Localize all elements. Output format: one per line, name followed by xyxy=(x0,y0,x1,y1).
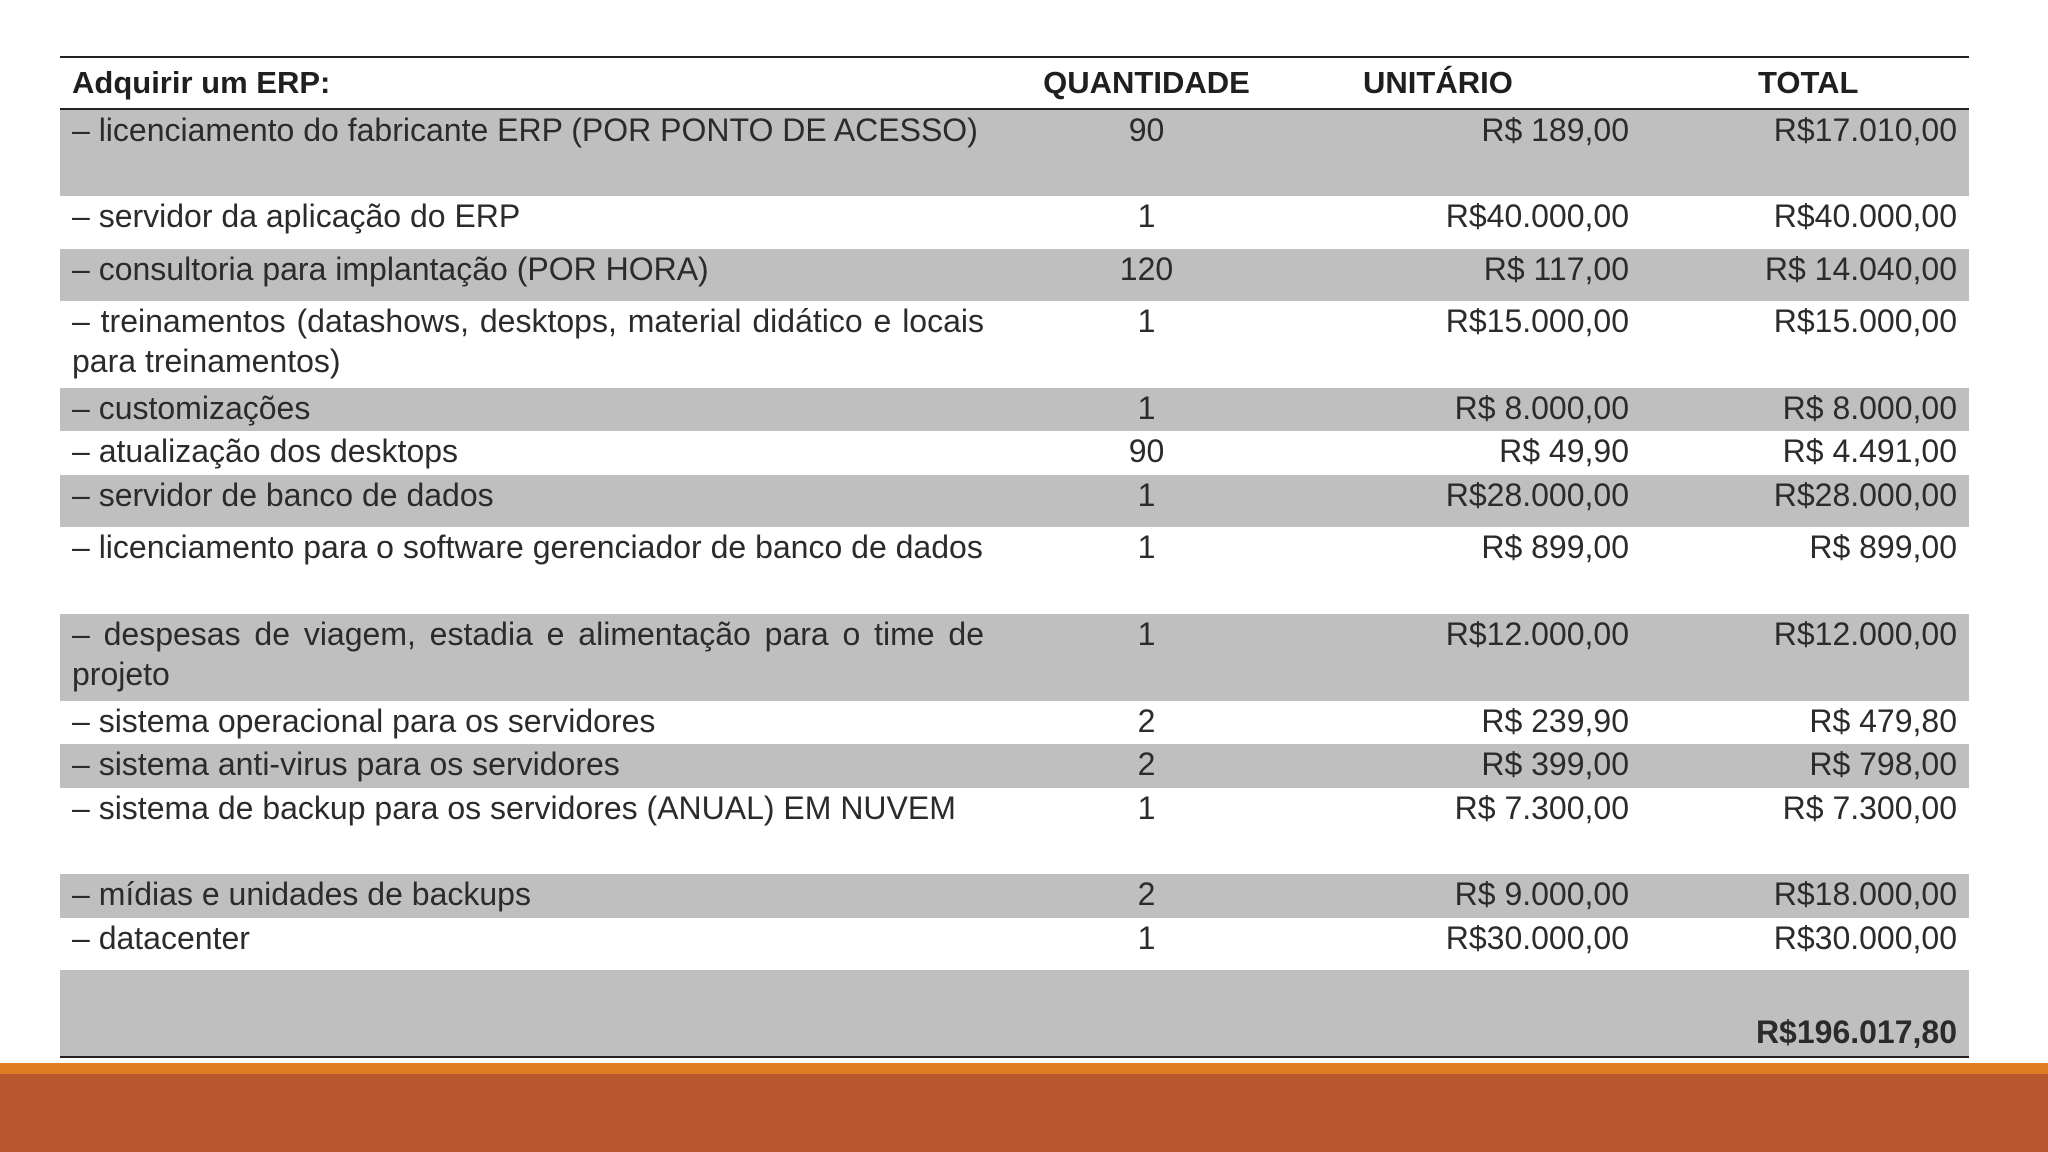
table-row xyxy=(60,744,1969,788)
row-description: – atualização dos desktops xyxy=(72,433,459,469)
row-quantity: 2 xyxy=(996,874,1297,918)
row-description: – consultoria para implantação (POR HORA) xyxy=(60,249,996,301)
table-row xyxy=(60,249,1969,301)
row-unit-price: R$28.000,00 xyxy=(1297,475,1641,527)
row-total: R$ 14.040,00 xyxy=(1641,249,1969,301)
row-total: R$ 7.300,00 xyxy=(1782,790,1957,826)
row-total: R$ 899,00 xyxy=(1809,529,1957,565)
table-row xyxy=(60,475,1969,527)
row-unit-price: R$ 9.000,00 xyxy=(1297,874,1641,918)
table-row xyxy=(60,388,1969,431)
row-total: R$15.000,00 xyxy=(1773,303,1957,339)
header-description: Adquirir um ERP: xyxy=(60,57,996,109)
row-total: R$18.000,00 xyxy=(1641,874,1969,918)
row-description: – sistema de backup para os servidores (ANUAL) EM NUVEM xyxy=(72,790,956,826)
erp-cost-table xyxy=(60,56,1969,1058)
row-unit-price: R$40.000,00 xyxy=(1445,198,1629,234)
row-description: – sistema operacional para os servidores xyxy=(72,703,656,739)
row-quantity: 1 xyxy=(1137,529,1156,565)
total-empty-cell xyxy=(996,970,1297,1057)
row-unit-price: R$ 189,00 xyxy=(1297,109,1641,196)
row-unit-price: R$ 239,90 xyxy=(1481,703,1629,739)
grand-total-row xyxy=(60,970,1969,1057)
row-unit-price: R$30.000,00 xyxy=(1445,920,1629,956)
row-quantity: 2 xyxy=(1137,703,1156,739)
grand-total-value: R$196.017,80 xyxy=(1641,970,1969,1057)
table-row xyxy=(60,918,1969,970)
table-body xyxy=(60,109,1969,1057)
row-description: – sistema anti-virus para os servidores xyxy=(60,744,996,788)
row-quantity: 1 xyxy=(996,388,1297,431)
row-total: R$28.000,00 xyxy=(1641,475,1969,527)
table-row xyxy=(60,527,1969,614)
row-total: R$12.000,00 xyxy=(1641,614,1969,701)
total-empty-cell xyxy=(1297,970,1641,1057)
row-unit-price: R$12.000,00 xyxy=(1297,614,1641,701)
row-description: – licenciamento para o software gerenciador de banco de dados xyxy=(72,529,983,565)
row-total: R$ 8.000,00 xyxy=(1641,388,1969,431)
row-quantity: 90 xyxy=(996,109,1297,196)
row-quantity: 1 xyxy=(996,614,1297,701)
row-quantity: 1 xyxy=(1137,920,1156,956)
row-quantity: 1 xyxy=(1137,790,1156,826)
table-row xyxy=(60,431,1969,475)
row-total: R$40.000,00 xyxy=(1773,198,1957,234)
table-row xyxy=(60,301,1969,388)
table-row xyxy=(60,874,1969,918)
header-quantity: QUANTIDADE xyxy=(996,57,1297,109)
total-empty-cell xyxy=(60,970,996,1057)
row-quantity: 1 xyxy=(1137,303,1156,339)
table-row xyxy=(60,701,1969,744)
header-total: TOTAL xyxy=(1641,57,1969,109)
row-unit-price: R$15.000,00 xyxy=(1445,303,1629,339)
header-row xyxy=(60,57,1969,109)
row-description: – servidor da aplicação do ERP xyxy=(72,198,521,234)
table-row xyxy=(60,788,1969,874)
row-total: R$17.010,00 xyxy=(1641,109,1969,196)
row-description: – licenciamento do fabricante ERP (POR PONTO DE ACESSO) xyxy=(60,109,996,196)
row-unit-price: R$ 8.000,00 xyxy=(1297,388,1641,431)
row-total: R$ 798,00 xyxy=(1641,744,1969,788)
row-unit-price: R$ 7.300,00 xyxy=(1454,790,1629,826)
accent-line xyxy=(0,1063,2048,1074)
row-description: – servidor de banco de dados xyxy=(60,475,996,527)
row-quantity: 1 xyxy=(996,475,1297,527)
footer-bar xyxy=(0,1074,2048,1152)
row-quantity: 120 xyxy=(996,249,1297,301)
table-row xyxy=(60,109,1969,196)
row-unit-price: R$ 117,00 xyxy=(1297,249,1641,301)
row-quantity: 90 xyxy=(1128,433,1165,469)
row-quantity: 2 xyxy=(996,744,1297,788)
row-unit-price: R$ 399,00 xyxy=(1297,744,1641,788)
row-description: – customizações xyxy=(60,388,996,431)
row-total: R$ 4.491,00 xyxy=(1782,433,1957,469)
row-total: R$30.000,00 xyxy=(1773,920,1957,956)
row-description: – mídias e unidades de backups xyxy=(60,874,996,918)
row-description: – datacenter xyxy=(72,920,250,956)
table-row xyxy=(60,614,1969,701)
row-total: R$ 479,80 xyxy=(1809,703,1957,739)
row-unit-price: R$ 49,90 xyxy=(1499,433,1629,469)
row-unit-price: R$ 899,00 xyxy=(1481,529,1629,565)
cost-table-container xyxy=(60,56,1969,1058)
header-unit-price: UNITÁRIO xyxy=(1297,57,1641,109)
table-header xyxy=(60,57,1969,109)
table-row xyxy=(60,196,1969,249)
row-quantity: 1 xyxy=(1137,198,1156,234)
row-description: – treinamentos (datashows, desktops, material didático e locais para treinamentos) xyxy=(72,303,984,379)
row-description: – despesas de viagem, estadia e alimentação para o time de projeto xyxy=(60,614,996,701)
